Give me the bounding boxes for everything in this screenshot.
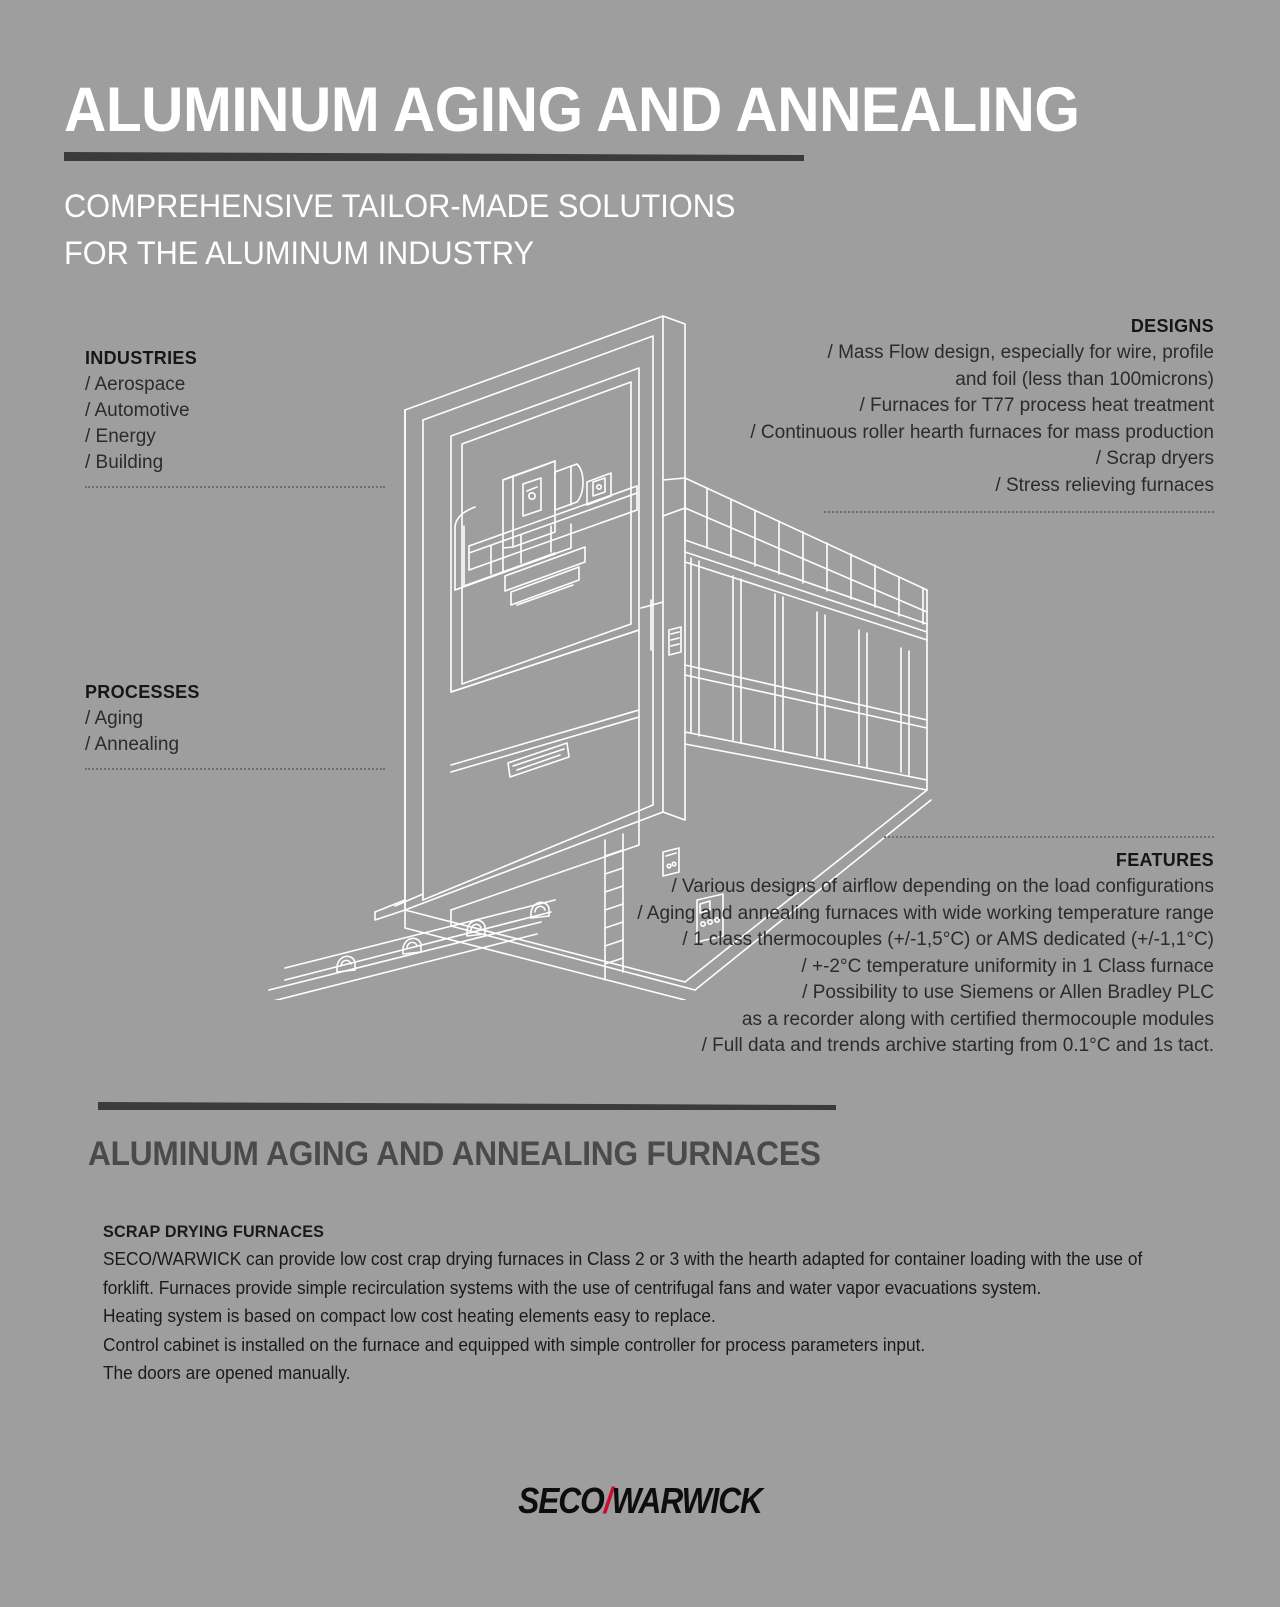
features-block bbox=[574, 850, 1214, 1060]
body-paragraph: The doors are opened manually. bbox=[103, 1363, 351, 1383]
features-divider bbox=[884, 836, 1214, 838]
features-item: as a recorder along with certified thermocouple modules bbox=[741, 1008, 1214, 1030]
features-item: / Full data and trends archive starting from 0.1°C and 1s tact. bbox=[701, 1035, 1214, 1056]
processes-item: / Annealing bbox=[85, 734, 180, 755]
title-divider-rule bbox=[64, 152, 804, 161]
designs-block bbox=[654, 316, 1214, 513]
page-title: ALUMINUM AGING AND ANNEALING bbox=[64, 75, 1080, 145]
industries-divider bbox=[85, 486, 385, 488]
body-copy bbox=[103, 1245, 1169, 1388]
designs-item: / Stress relieving furnaces bbox=[995, 474, 1214, 496]
processes-item: / Aging bbox=[85, 708, 144, 729]
seco-warwick-logo bbox=[77, 1480, 1203, 1522]
processes-heading: PROCESSES bbox=[85, 682, 200, 702]
section-title: ALUMINUM AGING AND ANNEALING FURNACES bbox=[88, 1135, 821, 1173]
logo-text-warwick: WARWICK bbox=[611, 1480, 762, 1521]
body-heading: SCRAP DRYING FURNACES bbox=[103, 1222, 325, 1241]
designs-item: / Scrap dryers bbox=[1095, 448, 1214, 469]
designs-item: and foil (less than 100microns) bbox=[955, 368, 1214, 390]
page-subtitle-line-1: COMPREHENSIVE TAILOR-MADE SOLUTIONS bbox=[64, 188, 736, 224]
body-paragraph: SECO/WARWICK can provide low cost crap drying furnaces in Class 2 or 3 with the hearth adapted for container loading with the use of forklift. Furnaces provide simple recirculation systems with the use of centrifugal fans and water vapor evacuations system. bbox=[103, 1249, 1143, 1298]
page-subtitle bbox=[64, 183, 928, 277]
designs-divider bbox=[824, 511, 1214, 513]
features-item: / Possibility to use Siemens or Allen Bradley PLC bbox=[802, 982, 1214, 1003]
logo-slash: / bbox=[603, 1480, 612, 1521]
industries-item: / Energy bbox=[85, 426, 156, 447]
processes-block bbox=[85, 682, 385, 770]
industries-item: / Automotive bbox=[85, 400, 190, 421]
designs-item: / Furnaces for T77 process heat treatment bbox=[859, 395, 1214, 416]
designs-item: / Mass Flow design, especially for wire, profile bbox=[827, 342, 1214, 363]
body-paragraph: Control cabinet is installed on the furnace and equipped with simple controller for process parameters input. bbox=[103, 1334, 926, 1355]
page-subtitle-line-2: FOR THE ALUMINUM INDUSTRY bbox=[64, 235, 534, 271]
designs-item: / Continuous roller hearth furnaces for mass production bbox=[750, 421, 1214, 443]
designs-heading: DESIGNS bbox=[1130, 316, 1214, 336]
industries-block bbox=[85, 348, 385, 488]
features-item: / +-2°C temperature uniformity in 1 Class furnace bbox=[801, 955, 1214, 977]
features-item: / Aging and annealing furnaces with wide working temperature range bbox=[637, 902, 1214, 924]
industries-item: / Building bbox=[85, 452, 164, 473]
body-paragraph: Heating system is based on compact low cost heating elements easy to replace. bbox=[103, 1306, 716, 1326]
industries-item: / Aerospace bbox=[85, 374, 186, 395]
features-heading: FEATURES bbox=[1115, 850, 1214, 870]
features-item: / Various designs of airflow depending on the load configurations bbox=[671, 876, 1214, 897]
features-item: / 1 class thermocouples (+/-1,5°C) or AMS dedicated (+/-1,1°C) bbox=[682, 929, 1214, 950]
logo-text-seco: SECO bbox=[518, 1480, 604, 1521]
industries-heading: INDUSTRIES bbox=[85, 348, 198, 368]
processes-divider bbox=[85, 768, 385, 770]
section-divider-rule bbox=[98, 1102, 836, 1110]
